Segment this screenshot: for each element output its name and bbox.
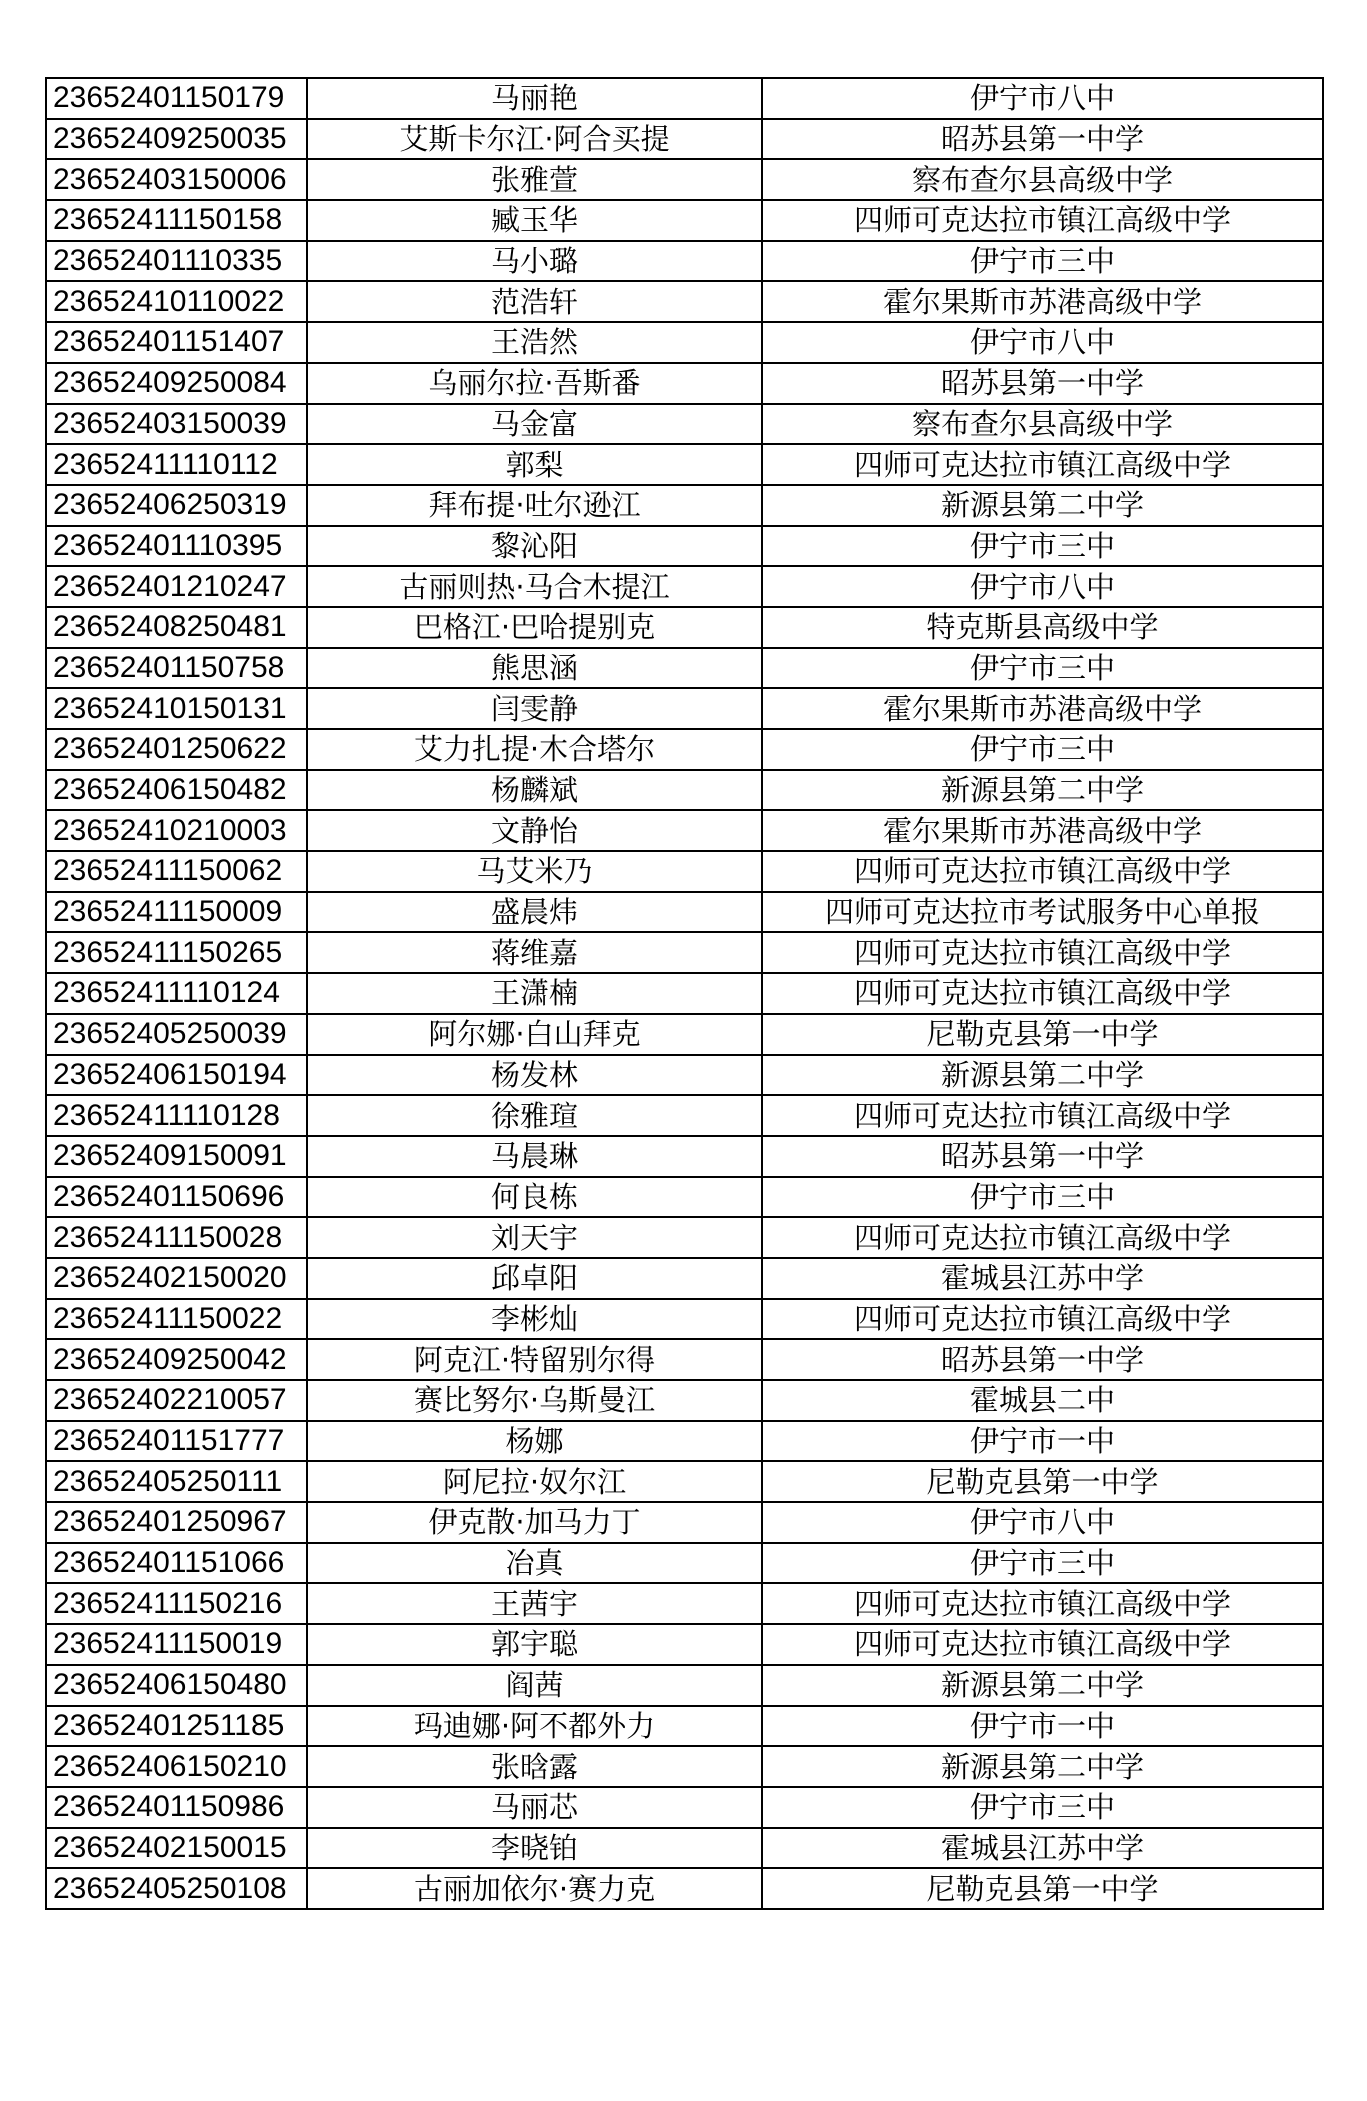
student-name-cell: 马金富 (307, 404, 762, 445)
table-row (46, 322, 1323, 363)
student-name-cell: 艾力扎提·木合塔尔 (307, 729, 762, 770)
school-name-cell: 四师可克达拉市镇江高级中学 (762, 851, 1323, 892)
table-row (46, 1380, 1323, 1421)
table-row (46, 485, 1323, 526)
school-name-cell: 四师可克达拉市镇江高级中学 (762, 1299, 1323, 1340)
school-name-cell: 霍尔果斯市苏港高级中学 (762, 810, 1323, 851)
student-name-cell: 邱卓阳 (307, 1258, 762, 1299)
student-name-cell: 文静怡 (307, 810, 762, 851)
candidate-id-cell: 23652406150210 (46, 1746, 307, 1787)
candidate-id-cell: 23652406150480 (46, 1665, 307, 1706)
school-name-cell: 四师可克达拉市镇江高级中学 (762, 1624, 1323, 1665)
table-row (46, 688, 1323, 729)
student-name-cell: 徐雅瑄 (307, 1095, 762, 1136)
candidate-id-cell: 23652401150696 (46, 1177, 307, 1218)
table-row (46, 1095, 1323, 1136)
student-name-cell: 阎茜 (307, 1665, 762, 1706)
candidate-id-cell: 23652401150986 (46, 1787, 307, 1828)
table-row (46, 200, 1323, 241)
student-name-cell: 黎沁阳 (307, 526, 762, 567)
candidate-id-cell: 23652401150758 (46, 648, 307, 689)
student-name-cell: 王茜宇 (307, 1583, 762, 1624)
school-name-cell: 霍尔果斯市苏港高级中学 (762, 688, 1323, 729)
candidate-id-cell: 23652410150131 (46, 688, 307, 729)
candidate-id-cell: 23652405250108 (46, 1868, 307, 1909)
table-row (46, 1665, 1323, 1706)
candidate-id-cell: 23652408250481 (46, 607, 307, 648)
candidate-id-cell: 23652411150062 (46, 851, 307, 892)
table-row (46, 973, 1323, 1014)
candidate-id-cell: 23652403150006 (46, 159, 307, 200)
school-name-cell: 新源县第二中学 (762, 1665, 1323, 1706)
school-name-cell: 伊宁市三中 (762, 729, 1323, 770)
school-name-cell: 霍城县江苏中学 (762, 1828, 1323, 1869)
candidate-id-cell: 23652409150091 (46, 1136, 307, 1177)
table-row (46, 159, 1323, 200)
candidate-id-cell: 23652411150158 (46, 200, 307, 241)
candidate-id-cell: 23652411110112 (46, 444, 307, 485)
school-name-cell: 伊宁市八中 (762, 566, 1323, 607)
student-name-cell: 巴格江·巴哈提别克 (307, 607, 762, 648)
candidate-id-cell: 23652411150028 (46, 1217, 307, 1258)
candidate-id-cell: 23652409250042 (46, 1339, 307, 1380)
school-name-cell: 伊宁市三中 (762, 1543, 1323, 1584)
table-row (46, 1543, 1323, 1584)
table-row (46, 892, 1323, 933)
table-row (46, 810, 1323, 851)
table-row (46, 281, 1323, 322)
candidate-id-cell: 23652401151407 (46, 322, 307, 363)
student-name-cell: 杨麟斌 (307, 770, 762, 811)
student-name-cell: 古丽则热·马合木提江 (307, 566, 762, 607)
candidate-id-cell: 23652406250319 (46, 485, 307, 526)
candidate-id-cell: 23652409250084 (46, 363, 307, 404)
student-roster-table (45, 77, 1324, 1910)
school-name-cell: 四师可克达拉市镇江高级中学 (762, 200, 1323, 241)
school-name-cell: 新源县第二中学 (762, 1055, 1323, 1096)
table-row (46, 648, 1323, 689)
table-row (46, 729, 1323, 770)
candidate-id-cell: 23652401110335 (46, 241, 307, 282)
candidate-id-cell: 23652406150482 (46, 770, 307, 811)
school-name-cell: 昭苏县第一中学 (762, 1339, 1323, 1380)
school-name-cell: 新源县第二中学 (762, 1746, 1323, 1787)
table-row (46, 1828, 1323, 1869)
student-name-cell: 张雅萱 (307, 159, 762, 200)
table-row (46, 1177, 1323, 1218)
candidate-id-cell: 23652401151066 (46, 1543, 307, 1584)
candidate-id-cell: 23652411110124 (46, 973, 307, 1014)
school-name-cell: 伊宁市八中 (762, 1502, 1323, 1543)
student-name-cell: 郭梨 (307, 444, 762, 485)
student-name-cell: 马小璐 (307, 241, 762, 282)
student-name-cell: 马晨琳 (307, 1136, 762, 1177)
candidate-id-cell: 23652401110395 (46, 526, 307, 567)
table-row (46, 1502, 1323, 1543)
student-name-cell: 冶真 (307, 1543, 762, 1584)
student-name-cell: 马丽艳 (307, 78, 762, 119)
candidate-id-cell: 23652411150009 (46, 892, 307, 933)
candidate-id-cell: 23652410210003 (46, 810, 307, 851)
school-name-cell: 察布查尔县高级中学 (762, 404, 1323, 445)
candidate-id-cell: 23652402210057 (46, 1380, 307, 1421)
roster-body (46, 78, 1323, 1909)
table-row (46, 241, 1323, 282)
school-name-cell: 尼勒克县第一中学 (762, 1461, 1323, 1502)
school-name-cell: 四师可克达拉市考试服务中心单报 (762, 892, 1323, 933)
school-name-cell: 霍尔果斯市苏港高级中学 (762, 281, 1323, 322)
table-row (46, 119, 1323, 160)
student-name-cell: 何良栋 (307, 1177, 762, 1218)
student-name-cell: 乌丽尔拉·吾斯番 (307, 363, 762, 404)
table-row (46, 1746, 1323, 1787)
table-row (46, 1421, 1323, 1462)
table-row (46, 1624, 1323, 1665)
table-row (46, 851, 1323, 892)
student-name-cell: 古丽加依尔·赛力克 (307, 1868, 762, 1909)
school-name-cell: 新源县第二中学 (762, 485, 1323, 526)
candidate-id-cell: 23652411150265 (46, 932, 307, 973)
student-name-cell: 玛迪娜·阿不都外力 (307, 1706, 762, 1747)
candidate-id-cell: 23652403150039 (46, 404, 307, 445)
table-row (46, 78, 1323, 119)
candidate-id-cell: 23652410110022 (46, 281, 307, 322)
candidate-id-cell: 23652406150194 (46, 1055, 307, 1096)
table-row (46, 932, 1323, 973)
school-name-cell: 霍城县二中 (762, 1380, 1323, 1421)
school-name-cell: 四师可克达拉市镇江高级中学 (762, 973, 1323, 1014)
school-name-cell: 伊宁市一中 (762, 1421, 1323, 1462)
school-name-cell: 昭苏县第一中学 (762, 363, 1323, 404)
candidate-id-cell: 23652401150179 (46, 78, 307, 119)
candidate-id-cell: 23652409250035 (46, 119, 307, 160)
table-row (46, 566, 1323, 607)
student-name-cell: 盛晨炜 (307, 892, 762, 933)
table-row (46, 1014, 1323, 1055)
student-name-cell: 阿尔娜·白山拜克 (307, 1014, 762, 1055)
candidate-id-cell: 23652402150015 (46, 1828, 307, 1869)
student-name-cell: 臧玉华 (307, 200, 762, 241)
student-name-cell: 阿尼拉·奴尔江 (307, 1461, 762, 1502)
school-name-cell: 霍城县江苏中学 (762, 1258, 1323, 1299)
student-name-cell: 熊思涵 (307, 648, 762, 689)
student-name-cell: 马艾米乃 (307, 851, 762, 892)
table-row (46, 1461, 1323, 1502)
school-name-cell: 特克斯县高级中学 (762, 607, 1323, 648)
table-row (46, 1258, 1323, 1299)
school-name-cell: 四师可克达拉市镇江高级中学 (762, 1217, 1323, 1258)
table-row (46, 1217, 1323, 1258)
table-row (46, 1055, 1323, 1096)
candidate-id-cell: 23652401151777 (46, 1421, 307, 1462)
table-row (46, 1706, 1323, 1747)
school-name-cell: 尼勒克县第一中学 (762, 1014, 1323, 1055)
table-row (46, 404, 1323, 445)
student-name-cell: 蒋维嘉 (307, 932, 762, 973)
student-name-cell: 李晓铂 (307, 1828, 762, 1869)
student-name-cell: 阿克江·特留别尔得 (307, 1339, 762, 1380)
table-row (46, 444, 1323, 485)
table-row (46, 1787, 1323, 1828)
table-row (46, 1583, 1323, 1624)
school-name-cell: 昭苏县第一中学 (762, 119, 1323, 160)
student-name-cell: 郭宇聪 (307, 1624, 762, 1665)
student-name-cell: 王潇楠 (307, 973, 762, 1014)
table-row (46, 363, 1323, 404)
table-row (46, 770, 1323, 811)
candidate-id-cell: 23652411150022 (46, 1299, 307, 1340)
student-name-cell: 伊克散·加马力丁 (307, 1502, 762, 1543)
table-row (46, 526, 1323, 567)
table-row (46, 1339, 1323, 1380)
candidate-id-cell: 23652401250622 (46, 729, 307, 770)
candidate-id-cell: 23652405250039 (46, 1014, 307, 1055)
student-name-cell: 刘天宇 (307, 1217, 762, 1258)
table-row (46, 1868, 1323, 1909)
school-name-cell: 伊宁市三中 (762, 648, 1323, 689)
candidate-id-cell: 23652405250111 (46, 1461, 307, 1502)
candidate-id-cell: 23652401210247 (46, 566, 307, 607)
school-name-cell: 新源县第二中学 (762, 770, 1323, 811)
candidate-id-cell: 23652411110128 (46, 1095, 307, 1136)
school-name-cell: 伊宁市三中 (762, 241, 1323, 282)
school-name-cell: 四师可克达拉市镇江高级中学 (762, 932, 1323, 973)
student-name-cell: 杨娜 (307, 1421, 762, 1462)
school-name-cell: 察布查尔县高级中学 (762, 159, 1323, 200)
table-row (46, 607, 1323, 648)
student-name-cell: 马丽芯 (307, 1787, 762, 1828)
student-name-cell: 赛比努尔·乌斯曼江 (307, 1380, 762, 1421)
table-row (46, 1136, 1323, 1177)
student-name-cell: 范浩轩 (307, 281, 762, 322)
student-name-cell: 李彬灿 (307, 1299, 762, 1340)
student-name-cell: 杨发林 (307, 1055, 762, 1096)
student-name-cell: 闫雯静 (307, 688, 762, 729)
school-name-cell: 伊宁市八中 (762, 322, 1323, 363)
student-name-cell: 艾斯卡尔江·阿合买提 (307, 119, 762, 160)
school-name-cell: 伊宁市三中 (762, 1177, 1323, 1218)
candidate-id-cell: 23652401250967 (46, 1502, 307, 1543)
school-name-cell: 四师可克达拉市镇江高级中学 (762, 1095, 1323, 1136)
candidate-id-cell: 23652401251185 (46, 1706, 307, 1747)
school-name-cell: 昭苏县第一中学 (762, 1136, 1323, 1177)
school-name-cell: 尼勒克县第一中学 (762, 1868, 1323, 1909)
student-name-cell: 张晗露 (307, 1746, 762, 1787)
school-name-cell: 四师可克达拉市镇江高级中学 (762, 1583, 1323, 1624)
school-name-cell: 伊宁市三中 (762, 1787, 1323, 1828)
school-name-cell: 四师可克达拉市镇江高级中学 (762, 444, 1323, 485)
student-name-cell: 拜布提·吐尔逊江 (307, 485, 762, 526)
candidate-id-cell: 23652411150216 (46, 1583, 307, 1624)
school-name-cell: 伊宁市八中 (762, 78, 1323, 119)
candidate-id-cell: 23652411150019 (46, 1624, 307, 1665)
table-row (46, 1299, 1323, 1340)
school-name-cell: 伊宁市三中 (762, 526, 1323, 567)
student-name-cell: 王浩然 (307, 322, 762, 363)
school-name-cell: 伊宁市一中 (762, 1706, 1323, 1747)
candidate-id-cell: 23652402150020 (46, 1258, 307, 1299)
